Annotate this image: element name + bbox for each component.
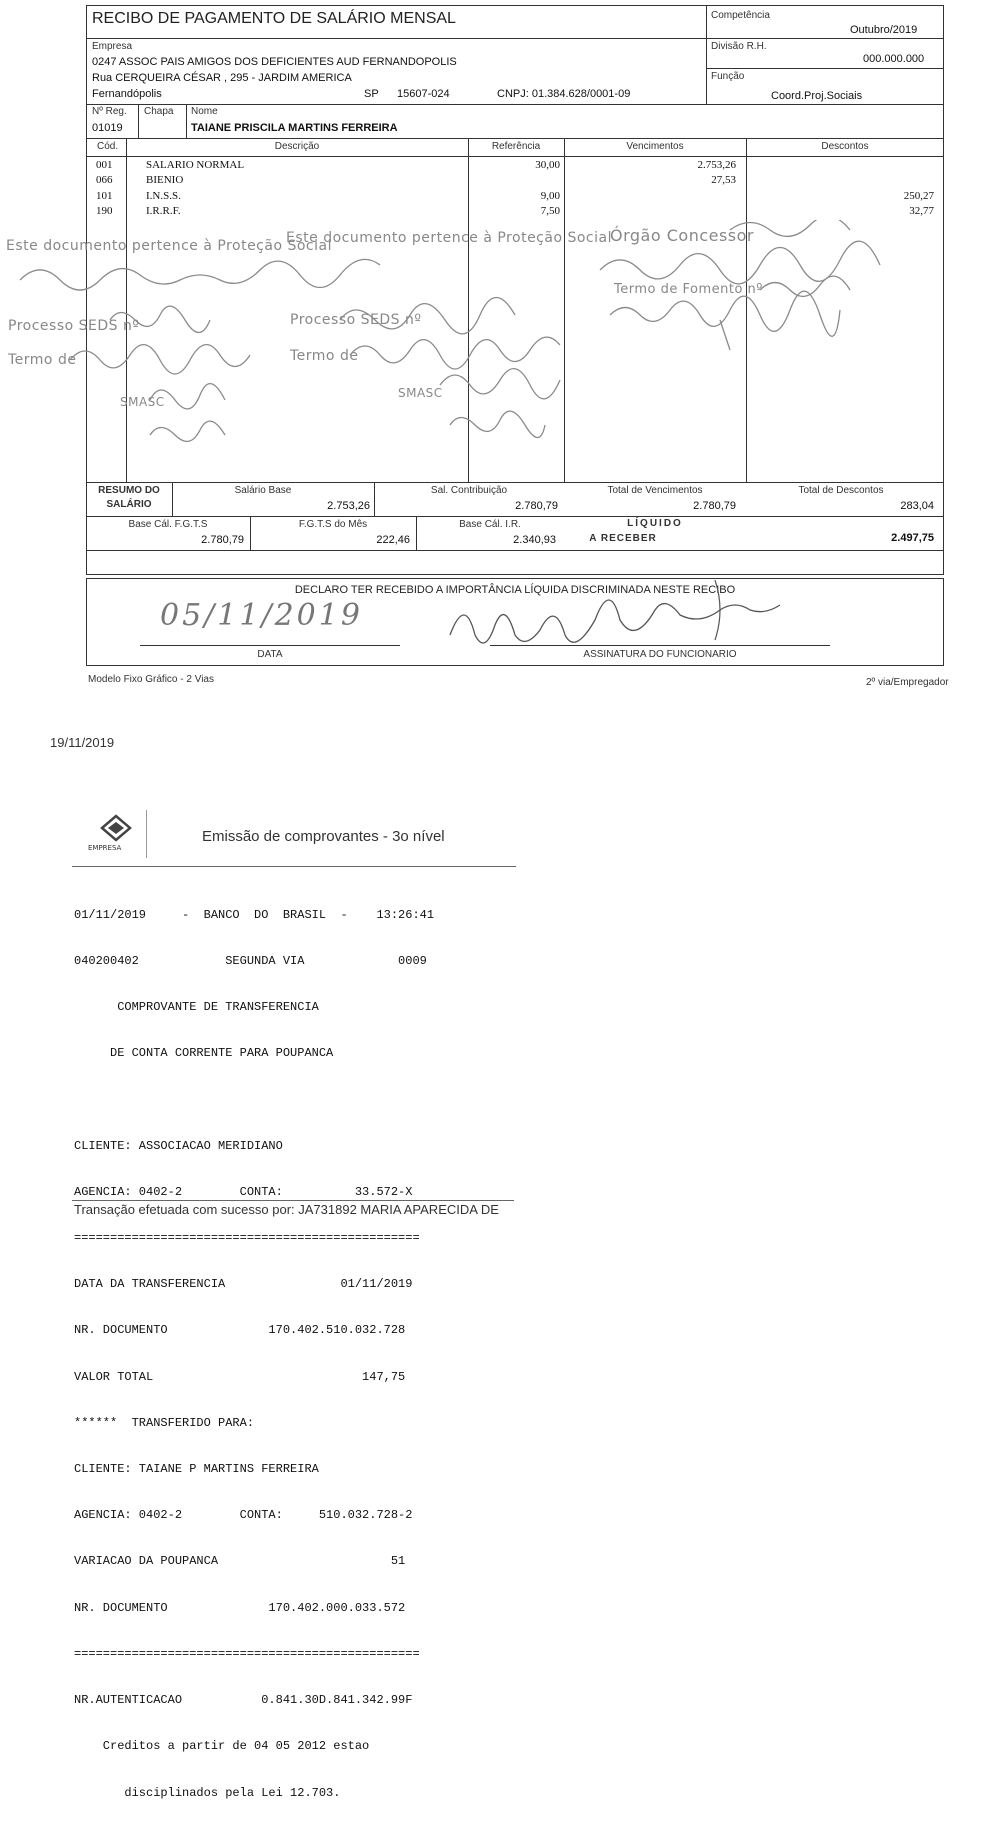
item-descontos: 250,27 [903, 190, 934, 202]
receipt-line: CLIENTE: ASSOCIACAO MERIDIANO [74, 1138, 283, 1153]
empresa-address: Rua CERQUEIRA CÉSAR , 295 - JARDIM AMERICA [92, 72, 352, 84]
competencia-label: Competência [711, 10, 770, 21]
stamp-termo: Termo de [8, 352, 77, 368]
modelo-text: Modelo Fixo Gráfico - 2 Vias [88, 674, 214, 685]
item-cod: 101 [96, 190, 113, 202]
empresa-name: 0247 ASSOC PAIS AMIGOS DOS DEFICIENTES AUD FERNANDOPOLIS [92, 56, 457, 68]
stamp-smasc: SMASC [398, 386, 443, 400]
empresa-city: Fernandópolis [92, 88, 162, 100]
liquido-label: LÍQUIDO [627, 518, 683, 529]
nome-value: TAIANE PRISCILA MARTINS FERREIRA [191, 122, 398, 134]
assinatura-label: ASSINATURA DO FUNCIONARIO [583, 649, 737, 660]
stamp-protecao-social: Este documento pertence à Proteção Social [286, 230, 612, 246]
receipt-line: VARIACAO DA POUPANCA 51 [74, 1554, 406, 1569]
receipt-line: COMPROVANTE DE TRANSFERENCIA [74, 1000, 319, 1015]
signature [440, 580, 800, 650]
base-fgts-value: 2.780,79 [201, 534, 244, 546]
date-line [140, 645, 400, 646]
chapa-label: Chapa [144, 106, 174, 117]
col-ref-header: Referência [491, 141, 541, 152]
stamp-orgao-concessor: Órgão Concessor [610, 226, 755, 245]
receipt-line: NR. DOCUMENTO 170.402.000.033.572 [74, 1600, 406, 1615]
base-ir-label: Base Cál. I.R. [459, 519, 521, 530]
divider [86, 38, 944, 39]
resumo-label: RESUMO DO [98, 485, 160, 496]
bank-header: Emissão de comprovantes - 3o nível [202, 828, 445, 845]
item-desc: I.R.R.F. [146, 205, 181, 217]
divider [86, 516, 944, 517]
bank-logo-icon [98, 814, 134, 842]
empresa-state: SP [364, 88, 379, 100]
empresa-cnpj: CNPJ: 01.384.628/0001-09 [497, 88, 631, 100]
divider [186, 104, 187, 138]
empresa-cep: 15607-024 [397, 88, 450, 100]
item-ref: 30,00 [535, 159, 560, 171]
divider [86, 138, 944, 139]
col-desc-header: Descrição [274, 141, 320, 152]
item-descontos: 32,77 [909, 205, 934, 217]
bank-logo [88, 812, 144, 858]
via-text: 2º via/Empregador [866, 677, 949, 688]
bank-receipt-body [74, 877, 434, 1832]
liquido-value: 2.497,75 [891, 532, 934, 544]
item-ref: 7,50 [540, 205, 560, 217]
divider [86, 482, 944, 483]
divisao-label: Divisão R.H. [711, 41, 767, 52]
salario-base-label: Salário Base [234, 485, 292, 496]
receipt-line: AGENCIA: 0402-2 CONTA: 510.032.728-2 [74, 1508, 413, 1523]
receipt-line: DATA DA TRANSFERENCIA 01/11/2019 [74, 1277, 413, 1292]
fgts-mes-value: 222,46 [376, 534, 410, 546]
data-label: DATA [257, 649, 283, 660]
empresa-label: Empresa [92, 41, 133, 52]
resumo-label: SALÁRIO [106, 499, 152, 510]
print-date: 19/11/2019 [50, 735, 115, 750]
stamp-processo-seds: Processo SEDS nº [8, 318, 140, 334]
receipt-line: 01/11/2019 - BANCO DO BRASIL - 13:26:41 [74, 907, 435, 922]
receipt-line: VALOR TOTAL 147,75 [74, 1369, 406, 1384]
col-venc-header: Vencimentos [626, 141, 684, 152]
nome-label: Nome [191, 106, 218, 117]
total-descontos-label: Total de Descontos [798, 485, 884, 496]
divider [72, 1200, 514, 1201]
item-cod: 001 [96, 159, 113, 171]
item-ref: 9,00 [540, 190, 560, 202]
receipt-line: NR. DOCUMENTO 170.402.510.032.728 [74, 1323, 406, 1338]
divider [86, 550, 944, 551]
receipt-line: NR.AUTENTICACAO 0.841.30D.841.342.99F [74, 1693, 413, 1708]
item-cod: 066 [96, 174, 113, 186]
base-ir-value: 2.340,93 [513, 534, 556, 546]
total-vencimentos-label: Total de Vencimentos [607, 485, 703, 496]
total-descontos-value: 283,04 [900, 500, 934, 512]
col-descontos-header: Descontos [821, 141, 869, 152]
receipt-line: ================================================ [74, 1646, 420, 1661]
item-desc: BIENIO [146, 174, 184, 186]
item-venc: 2.753,26 [697, 159, 736, 171]
signature-line [490, 645, 830, 646]
declaration-text: DECLARO TER RECEBIDO A IMPORTÂNCIA LÍQUIDA DISCRIMINADA NESTE RECIBO [294, 584, 736, 596]
fgts-mes-label: F.G.T.S do Mês [298, 519, 368, 530]
item-desc: SALARIO NORMAL [146, 159, 245, 171]
nreg-label: Nº Reg. [92, 106, 127, 117]
divider [706, 68, 944, 69]
handwriting-scribbles [0, 220, 944, 450]
receipt-line: ================================================ [74, 1230, 420, 1245]
total-vencimentos-value: 2.780,79 [693, 500, 736, 512]
liquido-label: A RECEBER [589, 533, 657, 544]
receipt-line: DE CONTA CORRENTE PARA POUPANCA [74, 1046, 334, 1061]
divisao-value: 000.000.000 [863, 53, 925, 65]
receipt-line: CLIENTE: TAIANE P MARTINS FERREIRA [74, 1462, 319, 1477]
item-cod: 190 [96, 205, 113, 217]
divider [146, 810, 147, 858]
date-handwritten: 05/11/2019 [160, 598, 363, 633]
receipt-line: AGENCIA: 0402-2 CONTA: 33.572-X [74, 1184, 413, 1199]
divider [86, 156, 944, 157]
stamp-termo-fomento: Termo de Fomento nº [614, 282, 763, 297]
nreg-value: 01019 [92, 122, 123, 134]
receipt-line: 040200402 SEGUNDA VIA 0009 [74, 954, 427, 969]
base-fgts-label: Base Cál. F.G.T.S [128, 519, 208, 530]
bank-footer: Transação efetuada com sucesso por: JA731892 MARIA APARECIDA DE [74, 1202, 499, 1217]
stamp-protecao-social: Este documento pertence à Proteção Social [6, 238, 332, 254]
receipt-title: RECIBO DE PAGAMENTO DE SALÁRIO MENSAL [92, 10, 456, 27]
divider [706, 5, 707, 105]
stamp-termo: Termo de [290, 348, 359, 364]
sal-contribuicao-value: 2.780,79 [515, 500, 558, 512]
salario-base-value: 2.753,26 [327, 500, 370, 512]
receipt-line [74, 1093, 434, 1108]
receipt-line: disciplinados pela Lei 12.703. [74, 1785, 341, 1800]
sal-contribuicao-label: Sal. Contribuição [430, 485, 508, 496]
divider [138, 104, 139, 138]
funcao-value: Coord.Proj.Sociais [771, 90, 863, 102]
item-desc: I.N.S.S. [146, 190, 181, 202]
stamp-processo-seds: Processo SEDS nº [290, 312, 422, 328]
divider [86, 104, 944, 105]
funcao-label: Função [711, 71, 745, 82]
item-venc: 27,53 [711, 174, 736, 186]
competencia-value: Outubro/2019 [850, 24, 918, 36]
receipt-line: ****** TRANSFERIDO PARA: [74, 1415, 255, 1430]
col-cod-header: Cód. [97, 141, 119, 152]
logo-label: EMPRESA [88, 844, 122, 852]
stamp-smasc: SMASC [120, 395, 165, 409]
divider [72, 866, 516, 867]
receipt-line: Creditos a partir de 04 05 2012 estao [74, 1739, 370, 1754]
